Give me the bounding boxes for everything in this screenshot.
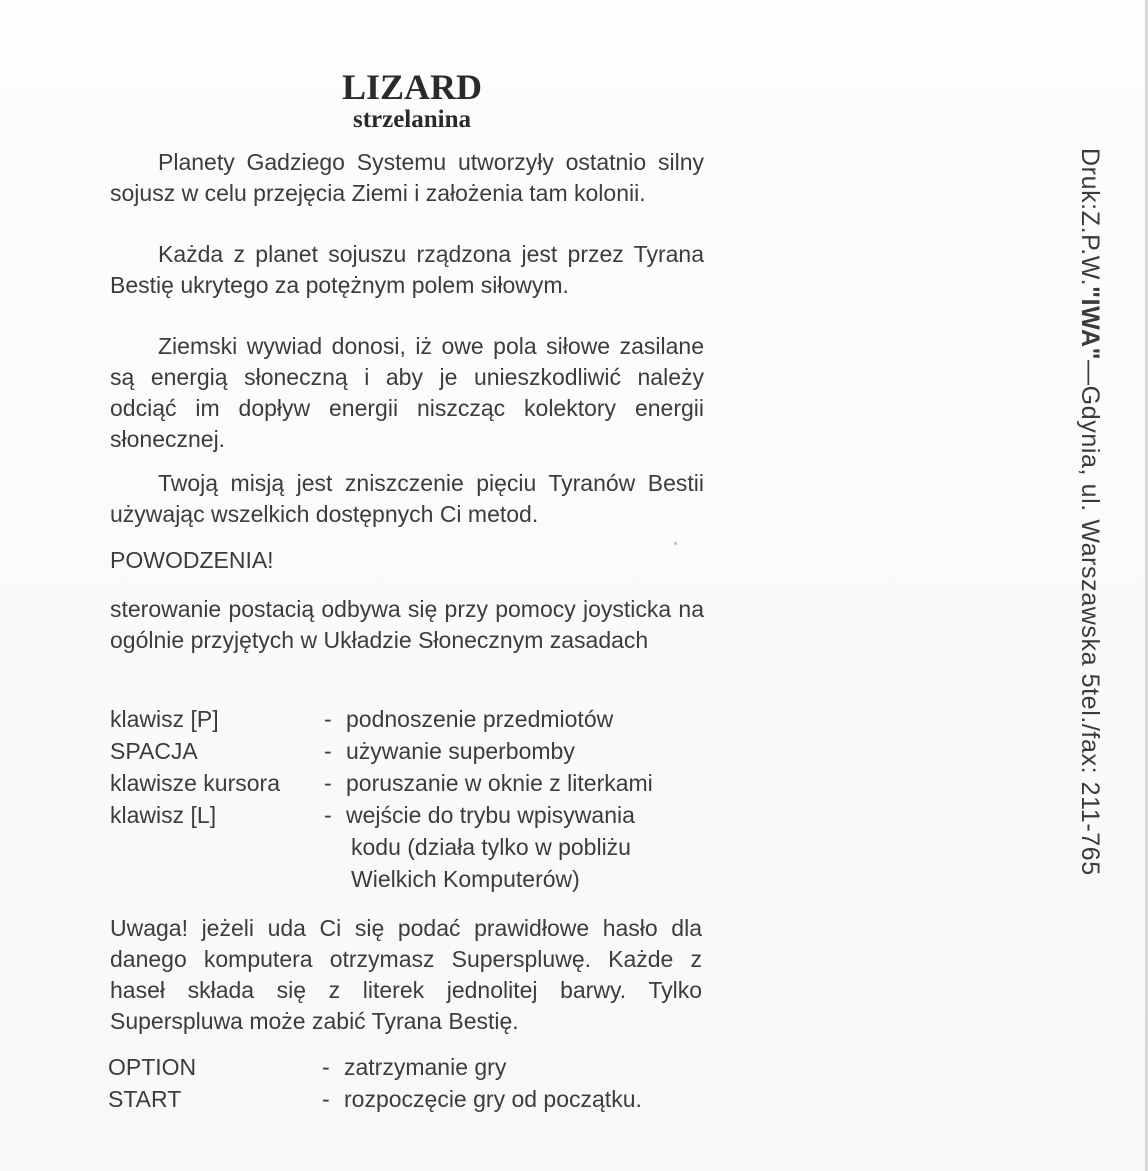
story-paragraph-1: Planety Gadziego Systemu utworzyły ostatnio silny sojusz w celu przejęcia Ziemi i założenia tam kolonii. [110,149,704,206]
key-name: START [108,1086,182,1112]
key-description: - rozpoczęcie gry od początku. [322,1086,642,1112]
controls-paragraph: sterowanie postacią odbywa się przy pomocy joysticka na ogólnie przyjętych w Układzie Słonecznym zasadach [110,596,704,653]
key-description: - używanie superbomby [324,738,575,764]
story-paragraph-2: Każda z planet sojuszu rządzona jest przez Tyrana Bestię ukrytego za potężnym polem siłowym. [110,241,704,298]
key-row [110,735,710,767]
print-speck [674,542,677,545]
key-name: klawisze kursora [110,770,280,796]
story-paragraph-3: Ziemski wywiad donosi, iż owe pola siłowe zasilane są energią słoneczną i aby je unieszkodliwić należy odciąć im dopływ energii niszcząc kolektory energii słonecznej. [110,333,704,452]
key-name: SPACJA [110,738,198,764]
key-name: klawisz [L] [110,802,217,828]
good-luck-text: POWODZENIA! [110,547,274,573]
key-row [108,1083,708,1115]
imprint-phone: tel./fax: 211-765 [1076,688,1104,876]
key-row [110,703,710,735]
keyboard-controls-list [110,703,710,895]
key-name: OPTION [108,1054,197,1080]
printer-imprint [1070,148,1110,1028]
key-name: klawisz [P] [110,706,219,732]
game-title: LIZARD [341,67,483,107]
key-row [108,1051,708,1083]
key-row [110,767,710,799]
imprint-address: Gdynia, ul. Warszawska 5 [1076,385,1104,689]
password-note: Uwaga! jeżeli uda Ci się podać prawidłowe hasło dla danego komputera otrzymasz Superspluwę. Każde z haseł składa się z literek jednolitej barwy. Tylko Superspluwa może zabić Tyrana Bestię. [110,915,702,1034]
mission-paragraph: Twoją misją jest zniszczenie pięciu Tyranów Bestii używając wszelkich dostępnych Ci metod. [110,470,704,527]
imprint-name: "IWA" [1076,286,1104,361]
game-genre: strzelanina [352,106,472,133]
imprint-dash: — [1076,360,1104,386]
imprint-company: Z.P.W. [1076,210,1104,287]
imprint-label: Druk: [1076,148,1104,211]
key-description: - podnoszenie przedmiotów [324,706,614,732]
key-description: - zatrzymanie gry [322,1054,507,1080]
key-description: - poruszanie w oknie z literkami [324,770,653,796]
key-row [110,799,710,895]
console-controls-list [108,1051,708,1115]
key-description: - wejście do trybu wpisywania kodu (działa tylko w pobliżu Wielkich Komputerów) [324,802,635,892]
